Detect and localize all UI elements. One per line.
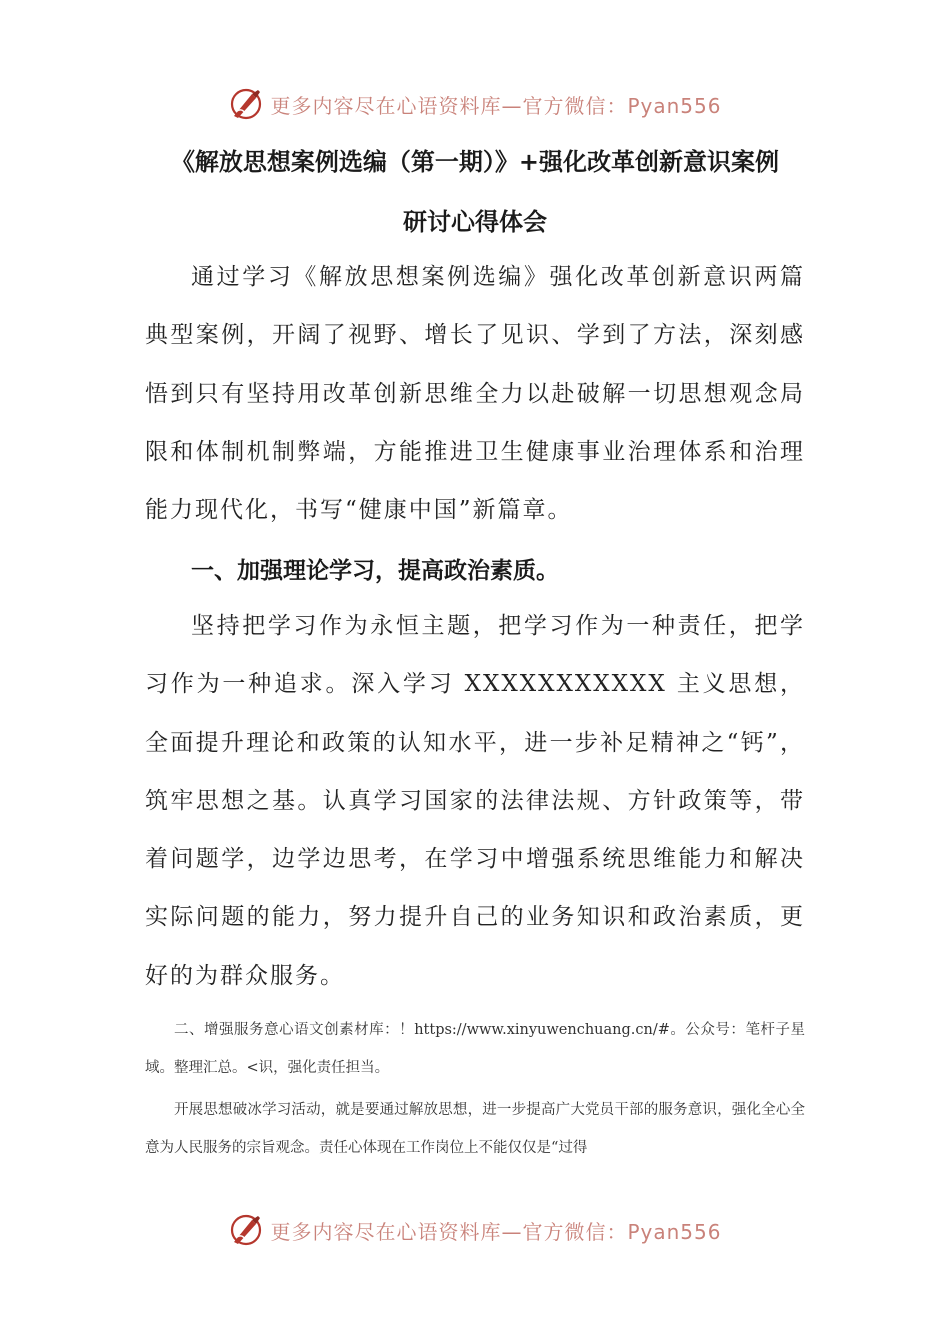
section-2-paragraph <box>145 1092 805 1167</box>
section-2-heading <box>145 1012 805 1087</box>
document-title-line-1: 《解放思想案例选编（第一期）》+强化改革创新意识案例 <box>170 148 780 176</box>
watermark-banner-top <box>0 84 950 124</box>
section-1-text: 坚持把学习作为永恒主题，把学习作为一种责任，把学习作为一种追求。深入学习 XXXXXXXXXXX 主义思想，全面提升理论和政策的认知水平，进一步补足精神之“钙”，筑牢思想之基。认真学习国家的法律法规、方针政策等，带着问题学，边学边思考，在学习中增强系统思维能力和解决实际问题的能力，努力提升自己的业务知识和政治素质，更好的为群众服务。 <box>145 613 805 989</box>
section-2-heading-text: 二、增强服务意心语文创素材库：！https://www.xinyuwenchuang.cn/#。公众号：笔杆子星域。整理汇总。<识，强化责任担当。 <box>145 1022 805 1076</box>
watermark-banner-bottom <box>0 1210 950 1250</box>
section-1-paragraph <box>145 597 805 1005</box>
watermark-text: 更多内容尽在心语资料库—官方微信：Pyan556 <box>270 1219 722 1244</box>
section-1-heading: 一、加强理论学习，提高政治素质。 <box>191 558 559 584</box>
pen-logo-icon <box>228 86 264 122</box>
intro-paragraph <box>145 248 805 539</box>
document-title-line-2: 研讨心得体会 <box>403 208 547 236</box>
section-2-text: 开展思想破冰学习活动，就是要通过解放思想，进一步提高广大党员干部的服务意识，强化全心全意为人民服务的宗旨观念。责任心体现在工作岗位上不能仅仅是“过得 <box>145 1102 805 1156</box>
pen-logo-icon <box>228 1212 264 1248</box>
intro-text: 通过学习《解放思想案例选编》强化改革创新意识两篇典型案例，开阔了视野、增长了见识、学到了方法，深刻感悟到只有坚持用改革创新思维全力以赴破解一切思想观念局限和体制机制弊端，方能推进卫生健康事业治理体系和治理能力现代化，书写“健康中国”新篇章。 <box>145 264 805 524</box>
watermark-text: 更多内容尽在心语资料库—官方微信：Pyan556 <box>270 93 722 118</box>
